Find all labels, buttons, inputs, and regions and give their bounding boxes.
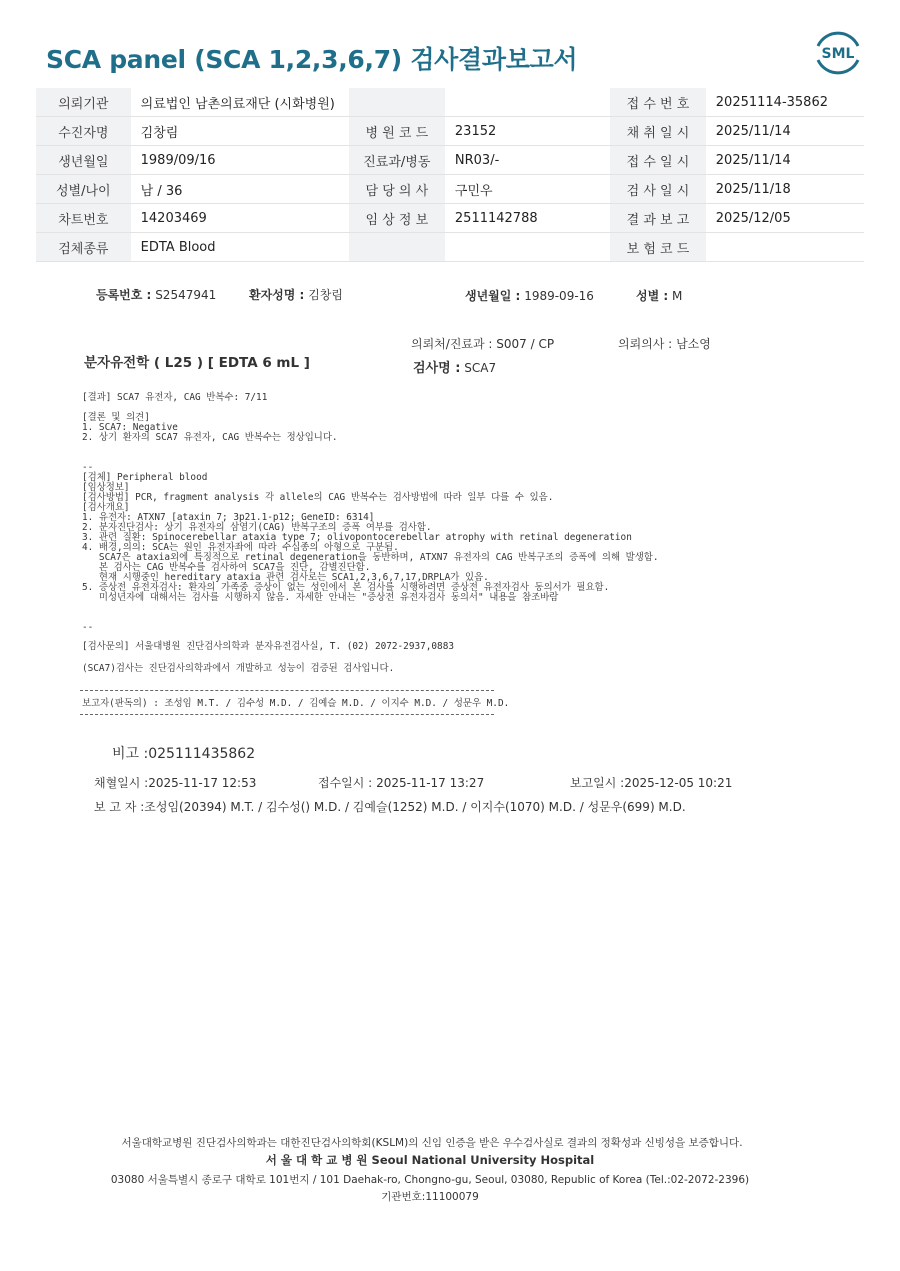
info-value-2: 2511142788 xyxy=(445,204,610,233)
info-value-1: 의료법인 남촌의료재단 (시화병원) xyxy=(131,88,349,117)
validation-notice: (SCA7)검사는 진단검사의학과에서 개발하고 성능이 검증된 검사입니다. xyxy=(82,663,395,674)
result-line: [검사방법] PCR, fragment analysis 각 allele의 CAG 반복수는 검사방법에 따라 일부 다를 수 있음. xyxy=(82,492,554,503)
info-label-2: 병 원 코 드 xyxy=(349,117,445,146)
footer-institution-code: 기관번호:11100079 xyxy=(381,1191,479,1203)
receipt-time: 접수일시 : 2025-11-17 13:27 xyxy=(318,776,485,790)
result-line xyxy=(82,613,658,623)
inquiry-text: [검사문의] 서울대병원 진단검사의학과 분자유전검사실, T. (02) 2072-2937,0883 xyxy=(82,641,454,652)
result-line: SCA7은 ataxia외에 특징적으로 retinal degeneration을 동반하며, ATXN7 유전자의 CAG 반복구조의 증폭에 의해 발생함. xyxy=(82,552,659,563)
registration-number: 등록번호 : S2547941 xyxy=(96,288,217,302)
svg-text:SML: SML xyxy=(821,46,855,62)
info-label-1: 검체종류 xyxy=(36,233,131,262)
result-line: [결과] SCA7 유전자, CAG 반복수: 7/11 xyxy=(82,392,268,403)
divider-top xyxy=(80,690,494,691)
result-line: 1. 유전자: ATXN7 [ataxin 7; 3p21.1-p12; GeneID: 6314] xyxy=(82,512,375,523)
result-line xyxy=(82,443,658,453)
info-label-1: 생년월일 xyxy=(36,146,131,175)
result-line: [검사개요] xyxy=(82,502,130,513)
info-value-3: 20251114-35862 xyxy=(706,88,864,117)
result-line: [검체] Peripheral blood xyxy=(82,472,208,483)
result-line xyxy=(82,603,658,613)
info-value-1: 14203469 xyxy=(131,204,349,233)
info-label-3: 접 수 일 시 xyxy=(610,146,706,175)
info-label-3: 채 취 일 시 xyxy=(610,117,706,146)
info-value-1: 김창림 xyxy=(131,117,349,146)
footer-address: 03080 서울특별시 종로구 대학로 101번지 / 101 Daehak-ro, Chongno-gu, Seoul, 03080, Republic of Korea (Tel.:02-2072-2396) xyxy=(110,1174,750,1186)
info-label-3: 결 과 보 고 xyxy=(610,204,706,233)
result-line: -- xyxy=(82,462,94,473)
result-line: 2. 분자진단검사: 상기 유전자의 삼염기(CAG) 반복구조의 증폭 여부를 검사함. xyxy=(82,522,432,533)
info-label-3: 보 험 코 드 xyxy=(610,233,706,262)
info-label-3: 접 수 번 호 xyxy=(610,88,706,117)
result-line: 미성년자에 대해서는 검사를 시행하지 않음. 자세한 안내는 "증상전 유전자검사 동의서" 내용을 참조바람 xyxy=(82,592,559,603)
divider-bottom xyxy=(80,714,494,715)
footer-hospital-name: 서 울 대 학 교 병 원 Seoul National University Hospital xyxy=(265,1153,595,1167)
result-line: 3. 관련 질환: Spinocerebellar ataxia type 7; olivopontocerebellar atrophy with retinal degeneration xyxy=(82,532,632,543)
info-label-1: 수진자명 xyxy=(36,117,131,146)
info-label-2: 임 상 정 보 xyxy=(349,204,445,233)
info-label-1: 차트번호 xyxy=(36,204,131,233)
info-value-2: 23152 xyxy=(445,117,610,146)
result-line: 2. 상기 환자의 SCA7 유전자, CAG 반복수는 정상입니다. xyxy=(82,432,338,443)
info-value-1: 남 / 36 xyxy=(131,175,349,204)
footer-certification: 서울대학교병원 진단검사의학과는 대한진단검사의학회(KSLM)의 신임 인증을 받은 우수검사실로 결과의 정확성과 신빙성을 보증합니다. xyxy=(121,1137,743,1149)
info-label-1: 의뢰기관 xyxy=(36,88,131,117)
report-title: SCA panel (SCA 1,2,3,6,7) 검사결과보고서 xyxy=(46,45,578,74)
birth-date: 생년월일 : 1989-09-16 xyxy=(465,289,594,303)
result-body xyxy=(82,393,658,633)
result-line: 4. 배경,의의: SCA는 원인 유전자좌에 따라 수십종의 아형으로 구분됨. xyxy=(82,542,399,553)
result-line: 본 검사는 CAG 반복수를 검사하여 SCA7을 진단, 감별진단함. xyxy=(82,562,371,573)
info-value-2: 구민우 xyxy=(445,175,610,204)
result-line: 현재 시행중인 hereditary ataxia 관련 검사로는 SCA1,2,3,6,7,17,DRPLA가 있음. xyxy=(82,572,489,583)
result-line: -- xyxy=(82,622,94,633)
referring-dept: 의뢰처/진료과 : S007 / CP xyxy=(411,337,555,351)
section-title: 분자유전학 ( L25 ) [ EDTA 6 mL ] xyxy=(84,355,310,371)
info-label-2: 진료과/병동 xyxy=(349,146,445,175)
info-value-3: 2025/11/14 xyxy=(706,117,864,146)
info-value-1: EDTA Blood xyxy=(131,233,349,262)
reporter-line: 보고자(판독의) : 조성임 M.T. / 김수성 M.D. / 김예슬 M.D. / 이지수 M.D. / 성문우 M.D. xyxy=(82,698,510,709)
info-label-3: 검 사 일 시 xyxy=(610,175,706,204)
result-line xyxy=(82,453,658,463)
info-value-1: 1989/09/16 xyxy=(131,146,349,175)
test-name: 검사명 : SCA7 xyxy=(413,361,497,376)
result-line: [결론 및 의견] xyxy=(82,412,150,423)
result-line: [임상정보] xyxy=(82,482,130,493)
result-line xyxy=(82,403,658,413)
reporters: 보 고 자 :조성임(20394) M.T. / 김수성() M.D. / 김예슬(1252) M.D. / 이지수(1070) M.D. / 성문우(699) M.D. xyxy=(94,800,686,814)
collection-time: 채혈일시 :2025-11-17 12:53 xyxy=(94,776,257,790)
info-value-3: 2025/11/14 xyxy=(706,146,864,175)
patient-name: 환자성명 : 김창림 xyxy=(249,288,343,302)
referring-doctor: 의뢰의사 : 남소영 xyxy=(618,337,711,351)
info-label-2: 담 당 의 사 xyxy=(349,175,445,204)
info-value-3: 2025/11/18 xyxy=(706,175,864,204)
info-value-3: 2025/12/05 xyxy=(706,204,864,233)
result-line: 5. 증상전 유전자검사: 환자의 가족중 증상이 없는 성인에서 본 검사를 시행하려면 증상전 유전자검사 동의서가 필요함. xyxy=(82,582,610,593)
result-line: 1. SCA7: Negative xyxy=(82,422,178,433)
info-label-1: 성별/나이 xyxy=(36,175,131,204)
info-value-2: NR03/- xyxy=(445,146,610,175)
report-time: 보고일시 :2025-12-05 10:21 xyxy=(570,776,733,790)
sex: 성별 : M xyxy=(636,289,683,303)
remark: 비고 :025111435862 xyxy=(112,746,256,762)
